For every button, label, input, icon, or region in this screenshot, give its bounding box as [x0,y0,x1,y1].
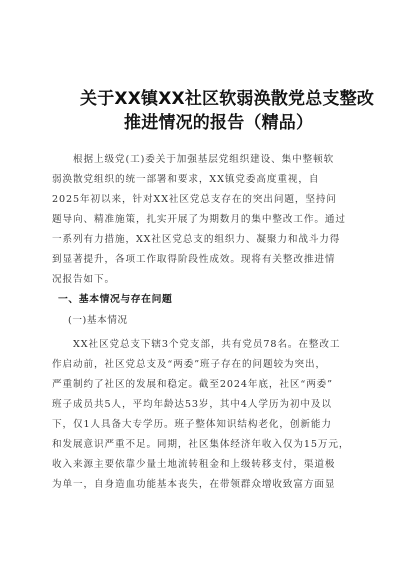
report-title-line-2: 推进情况的报告（精品） [124,113,314,133]
body-line: 为单一，自身造血功能基本丧失，在带领群众增收致富方面显 [52,479,336,490]
intro-line: 根据上级党(工)委关于加强基层党组织建设、集中整顿软 [73,154,335,165]
intro-line: 弱涣散党组织的统一部署和要求，XX镇党委高度重视，自 [52,174,320,185]
intro-line: 题导向、精准施策，扎实开展了为期数月的集中整改工作。通过 [52,214,346,225]
body-line: 班子成员共5人，平均年龄达53岁，其中4人学历为初中及以 [52,399,332,410]
body-line: 收入来源主要依靠少量土地流转租金和上级转移支付，渠道极 [52,459,336,470]
intro-line: 一系列有力措施，XX社区党总支的组织力、凝聚力和战斗力得 [52,234,341,245]
subsection-heading: (一)基本情况 [68,315,128,326]
section-heading: 一、基本情况与存在问题 [58,294,173,305]
intro-line: 到显著提升，各项工作取得阶段性成效。现将有关整改推进情 [52,254,336,265]
intro-line: 况报告如下。 [52,274,115,285]
body-line: 作启动前，社区党总支及“两委”班子存在的问题较为突出， [52,359,326,370]
report-title-line-1: 关于XX镇XX社区软弱涣散党总支整改 [80,89,375,109]
body-line: 下，仅1人具备大专学历。班子整体知识结构老化，创新能力 [52,419,332,430]
body-line: 和发展意识严重不足。同期，社区集体经济年收入仅为15万元， [52,439,350,450]
body-line: XX社区党总支下辖3个党支部，共有党员78名。在整改工 [73,339,341,350]
body-line: 严重制约了社区的发展和稳定。截至2024年底，社区“两委” [52,379,333,390]
intro-line: 2025年初以来，针对XX社区党总支存在的突出问题，坚持问 [52,194,337,205]
